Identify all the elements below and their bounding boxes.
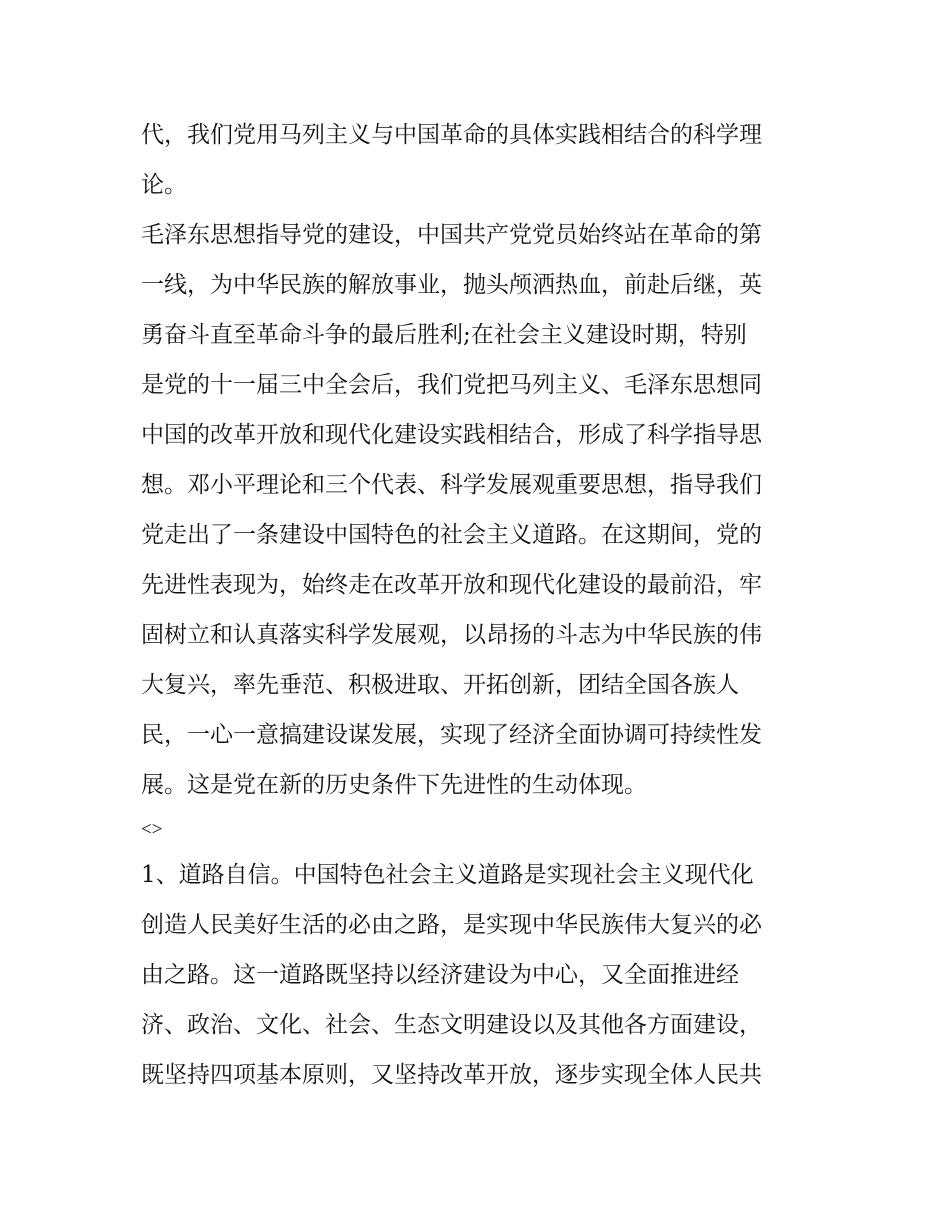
text-line: 展。这是党在新的历史条件下先进性的生动体现。 (141, 772, 647, 798)
text-line: 济、政治、文化、社会、生态文明建设以及其他各方面建设， (141, 1012, 762, 1038)
text-line: 既坚持四项基本原则，又坚持改革开放，逐步实现全体人民共 (141, 1062, 762, 1088)
text-line: 民，一心一意搞建设谋发展，实现了经济全面协调可持续性发 (141, 722, 762, 748)
text-line: 中国的改革开放和现代化建设实践相结合，形成了科学指导思 (141, 422, 762, 448)
text-line: 由之路。这一道路既坚持以经济建设为中心，又全面推进经 (141, 962, 739, 988)
text-line: 是党的十一届三中全会后，我们党把马列主义、毛泽东思想同 (141, 372, 762, 398)
text-line: 创造人民美好生活的必由之路，是实现中华民族伟大复兴的必 (141, 912, 762, 938)
text-line: 大复兴，率先垂范、积极进取、开拓创新，团结全国各族人 (141, 672, 739, 698)
section-marker: <> (141, 819, 163, 840)
text-line: 论。 (141, 172, 187, 198)
text-line: 党走出了一条建设中国特色的社会主义道路。在这期间，党的 (141, 522, 762, 548)
text-line: 代，我们党用马列主义与中国革命的具体实践相结合的科学理 (141, 122, 762, 148)
text-line: 想。邓小平理论和三个代表、科学发展观重要思想，指导我们 (141, 472, 762, 498)
text-line: 先进性表现为，始终走在改革开放和现代化建设的最前沿，牢 (141, 572, 762, 598)
text-line: 勇奋斗直至革命斗争的最后胜利;在社会主义建设时期，特别 (141, 322, 747, 348)
text-line: 固树立和认真落实科学发展观，以昂扬的斗志为中华民族的伟 (141, 622, 762, 648)
text-line: 毛泽东思想指导党的建设，中国共产党党员始终站在革命的第 (141, 222, 762, 248)
text-line: 1、道路自信。中国特色社会主义道路是实现社会主义现代化 (141, 862, 754, 888)
document-body (141, 110, 821, 1100)
text-line: 一线，为中华民族的解放事业，抛头颅洒热血，前赴后继，英 (141, 272, 762, 298)
